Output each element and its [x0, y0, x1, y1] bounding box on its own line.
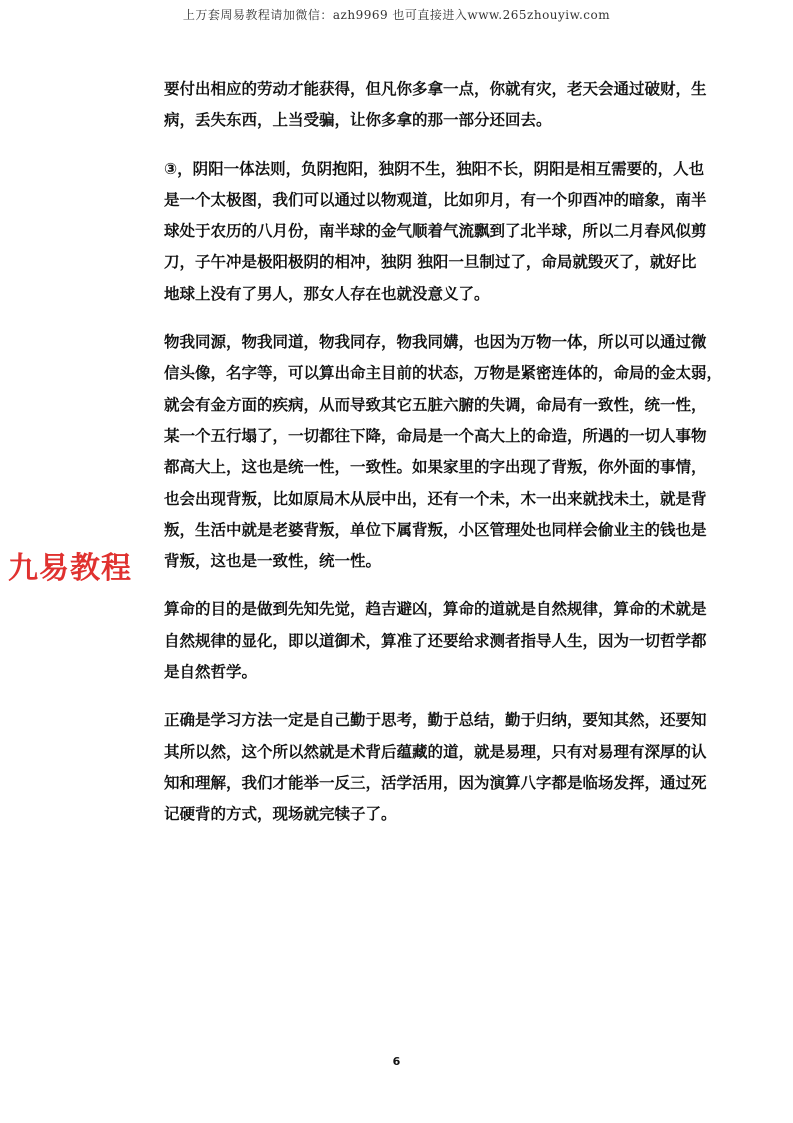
text-line: 叛，生活中就是老婆背叛，单位下属背叛，小区管理处也同样会偷业主的钱也是: [164, 520, 707, 539]
text-line: ③，阴阳一体法则，负阴抱阳，独阴不生，独阳不长，阴阳是相互需要的，人也: [164, 159, 705, 178]
document-body: [164, 74, 723, 848]
text-line: 物我同源，物我同道，物我同存，物我同媾，也因为万物一体，所以可以通过微: [164, 333, 707, 352]
text-line: 就会有金方面的疾病，从而导致其它五脏六腑的失调，命局有一致性，统一性，: [164, 395, 707, 414]
text-line: 刀，子午冲是极阳极阴的相冲，独阴 独阳一旦制过了，命局就毁灭了，就好比: [164, 253, 697, 272]
text-line: 某一个五行塌了，一切都往下降，命局是一个高大上的命造，所遇的一切人事物: [164, 426, 707, 445]
paragraph-5: [164, 705, 707, 830]
text-line: 记硬背的方式，现场就完犊子了。: [164, 805, 397, 824]
text-line: 算命的目的是做到先知先觉，趋吉避凶，算命的道就是自然规律，算命的术就是: [164, 600, 707, 619]
text-line: 正确是学习方法一定是自己勤于思考，勤于总结，勤于归纳，要知其然，还要知: [164, 711, 707, 730]
text-line: 都高大上，这也是统一性，一致性。如果家里的字出现了背叛，你外面的事情，: [164, 458, 707, 477]
text-line: 知和理解，我们才能举一反三，活学活用，因为演算八字都是临场发挥，通过死: [164, 773, 707, 792]
paragraph-3: [164, 327, 723, 577]
text-line: 自然规律的显化，即以道御术，算准了还要给求测者指导人生，因为一切哲学都: [164, 631, 707, 650]
paragraph-1: [164, 74, 707, 137]
text-line: 信头像，名字等，可以算出命主目前的状态，万物是紧密连体的，命局的金太弱，: [164, 364, 723, 383]
text-line: 地球上没有了男人，那女人存在也就没意义了。: [164, 284, 490, 303]
text-line: 病，丢失东西，上当受骗，让你多拿的那一部分还回去。: [164, 111, 552, 130]
text-line: 要付出相应的劳动才能获得，但凡你多拿一点，你就有灾，老天会通过破财，生: [164, 80, 707, 98]
paragraph-2: [164, 154, 707, 310]
page-number: 6: [392, 1055, 401, 1068]
paragraph-4: [164, 594, 707, 688]
text-line: 背叛，这也是一致性，统一性。: [164, 552, 382, 571]
watermark-logo: 九易教程: [8, 551, 132, 586]
text-line: 也会出现背叛，比如原局木从辰中出，还有一个未，木一出来就找未土，就是背: [164, 489, 707, 508]
text-line: 其所以然，这个所以然就是术背后蕴藏的道，就是易理，只有对易理有深厚的认: [164, 742, 707, 761]
text-line: 球处于农历的八月份，南半球的金气顺着气流飘到了北半球，所以二月春风似剪: [164, 222, 707, 241]
text-line: 是自然哲学。: [164, 663, 258, 682]
text-line: 是一个太极图，我们可以通过以物观道，比如卯月，有一个卯酉冲的暗象，南半: [164, 190, 707, 209]
page-header: 上万套周易教程请加微信：azh9969 也可直接进入www.265zhouyiw.com: [182, 8, 611, 22]
